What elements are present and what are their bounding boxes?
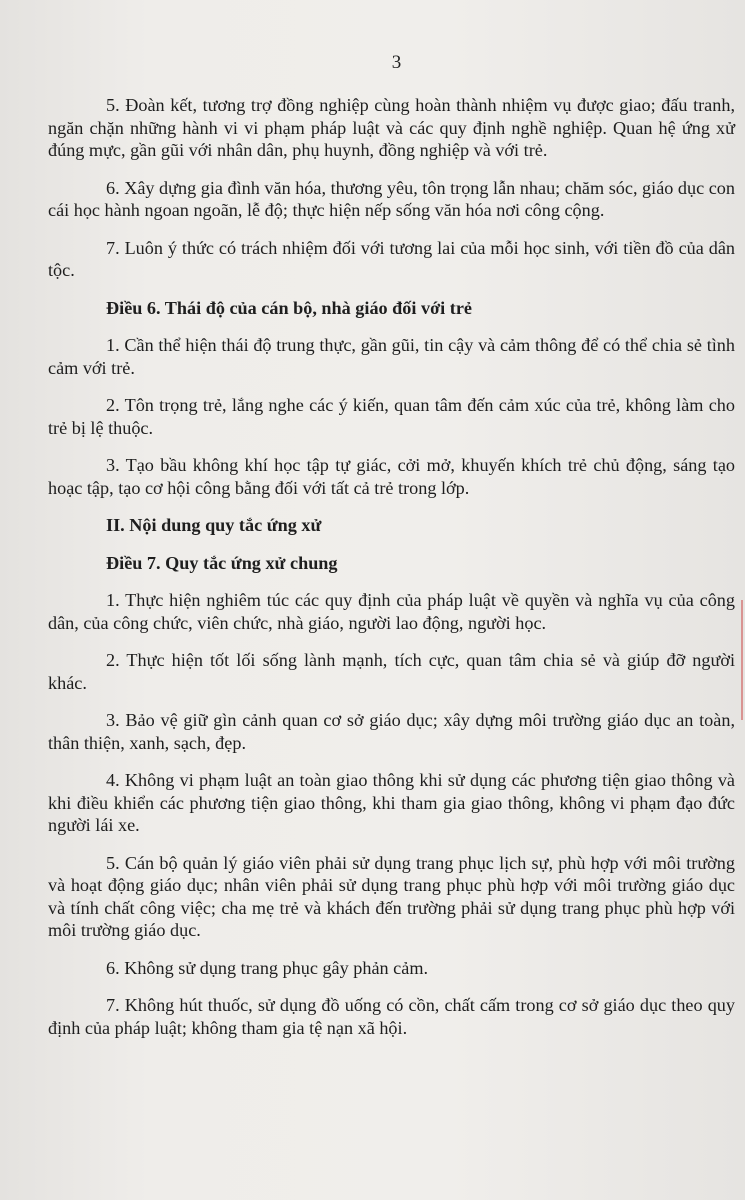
article-6-heading: Điều 6. Thái độ của cán bộ, nhà giáo đối với trẻ [106, 297, 472, 318]
article-7-item-6: 6. Không sử dụng trang phục gây phản cảm. [106, 957, 429, 978]
article-7-item-3: 3. Bảo vệ giữ gìn cảnh quan cơ sở giáo dục; xây dựng môi trường giáo dục an toàn, thân thiện, xanh, sạch, đẹp. [48, 710, 735, 753]
article-6-item-2: 2. Tôn trọng trẻ, lắng nghe các ý kiến, quan tâm đến cảm xúc của trẻ, không làm cho trẻ bị lệ thuộc. [48, 395, 735, 438]
section-2-heading: II. Nội dung quy tắc ứng xử [106, 515, 322, 535]
article-7-item-2: 2. Thực hiện tốt lối sống lành mạnh, tích cực, quan tâm chia sẻ và giúp đỡ người khác. [48, 650, 735, 693]
page-number: 3 [391, 52, 402, 73]
article-6-item-1: 1. Cần thể hiện thái độ trung thực, gần gũi, tin cậy và cảm thông để có thể chia sẻ tình cảm với trẻ. [48, 335, 735, 378]
article-7-heading: Điều 7. Quy tắc ứng xử chung [106, 552, 338, 573]
article-7-item-5: 5. Cán bộ quản lý giáo viên phải sử dụng trang phục lịch sự, phù hợp với môi trường và hoạt động giáo dục; nhân viên phải sử dụng trang phục phù hợp với môi trường giáo dục và tính chất công việc; cha mẹ trẻ và khách đến trường phải sử dụng trang phục phù hợp với môi trường giáo dục. [48, 852, 735, 940]
article-7-item-7: 7. Không hút thuốc, sử dụng đồ uống có cồn, chất cấm trong cơ sở giáo dục theo quy định của pháp luật; không tham gia tệ nạn xã hội. [48, 995, 735, 1038]
paragraph-5: 5. Đoàn kết, tương trợ đồng nghiệp cùng hoàn thành nhiệm vụ được giao; đấu tranh, ngăn chặn những hành vi vi phạm pháp luật và các quy định nghề nghiệp. Quan hệ ứng xử đúng mực, gần gũi với nhân dân, phụ huynh, đồng nghiệp và với trẻ. [48, 95, 735, 160]
paragraph-7: 7. Luôn ý thức có trách nhiệm đối với tương lai của mỗi học sinh, với tiền đồ của dân tộc. [48, 237, 735, 280]
article-7-item-4: 4. Không vi phạm luật an toàn giao thông khi sử dụng các phương tiện giao thông và khi điều khiển các phương tiện giao thông, khi tham gia giao thông, không vi phạm đạo đức người lái xe. [48, 770, 735, 835]
article-7-item-1: 1. Thực hiện nghiêm túc các quy định của pháp luật về quyền và nghĩa vụ của công dân, của công chức, viên chức, nhà giáo, người lao động, người học. [48, 590, 735, 633]
page-edge-mark [735, 600, 743, 720]
paragraph-6: 6. Xây dựng gia đình văn hóa, thương yêu, tôn trọng lẫn nhau; chăm sóc, giáo dục con cái học hành ngoan ngoãn, lễ độ; thực hiện nếp sống văn hóa nơi công cộng. [48, 177, 735, 220]
article-6-item-3: 3. Tạo bầu không khí học tập tự giác, cởi mở, khuyến khích trẻ chủ động, sáng tạo hoạc tập, tạo cơ hội công bằng đối với tất cả trẻ trong lớp. [48, 455, 735, 498]
